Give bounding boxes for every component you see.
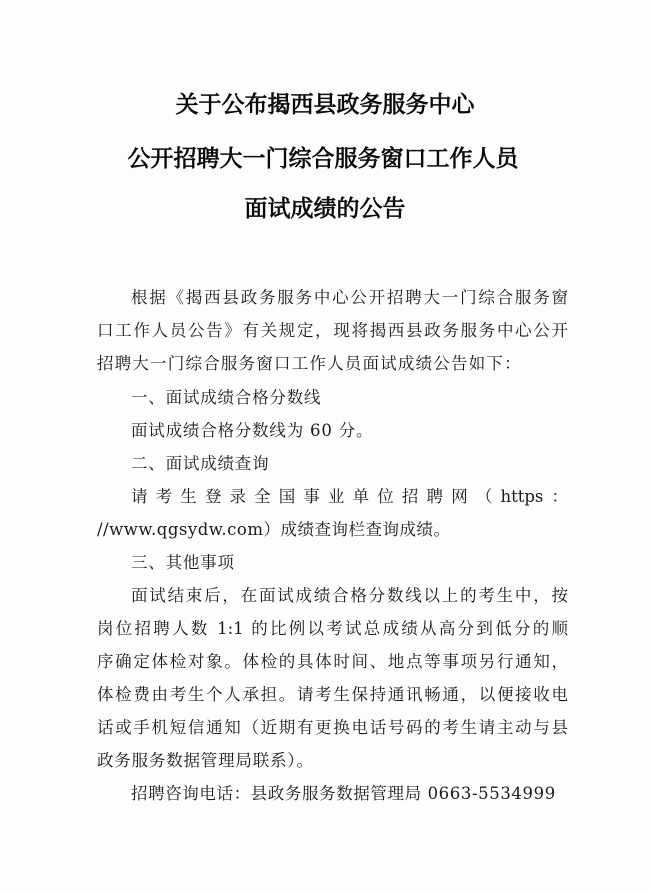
intro-line-1: 根据《揭西县政务服务中心公开招聘大一门综合服务窗 xyxy=(131,288,568,307)
title-line-3: 面试成绩的公告 xyxy=(244,195,406,222)
title-line-2: 公开招聘大一门综合服务窗口工作人员 xyxy=(127,145,519,172)
contact-label: 招聘咨询电话： xyxy=(131,784,251,803)
contact-phone: 0663-5534999 xyxy=(427,784,556,803)
intro-line-2: 口工作人员公告》有关规定，现将揭西县政务服务中心公开 xyxy=(97,321,568,340)
section-2-heading: 二、面试成绩查询 xyxy=(131,454,270,473)
section-1-line-1: 面试成绩合格分数线为 60 分。 xyxy=(131,421,374,440)
section-3-line-5: 话或手机短信通知（近期有更换电话号码的考生请主动与县 xyxy=(97,718,568,737)
section-2-line-1: 请考生登录全国事业单位招聘网（https： xyxy=(131,487,568,506)
intro-line-3: 招聘大一门综合服务窗口工作人员面试成绩公告如下： xyxy=(97,354,522,373)
section-3-line-6: 政务服务数据管理局联系）。 xyxy=(97,751,314,770)
contact-department: 县政务服务数据管理局 xyxy=(250,784,422,803)
section-3-line-2: 岗位招聘人数 1:1 的比例以考试总成绩从高分到低分的顺 xyxy=(97,619,568,638)
section-3-line-3: 序确定体检对象。体检的具体时间、地点等事项另行通知， xyxy=(97,652,568,671)
section-3-line-4: 体检费由考生个人承担。请考生保持通讯畅通，以便接收电 xyxy=(97,685,568,704)
title-line-1: 关于公布揭西县政务服务中心 xyxy=(175,91,475,118)
section-3-line-1: 面试结束后，在面试成绩合格分数线以上的考生中，按 xyxy=(131,586,568,605)
section-2-line-2: //www.qgsydw.com）成绩查询栏查询成绩。 xyxy=(97,520,451,539)
section-1-heading: 一、面试成绩合格分数线 xyxy=(131,388,322,407)
section-3-heading: 三、其他事项 xyxy=(131,553,235,572)
contact-line xyxy=(131,780,556,804)
